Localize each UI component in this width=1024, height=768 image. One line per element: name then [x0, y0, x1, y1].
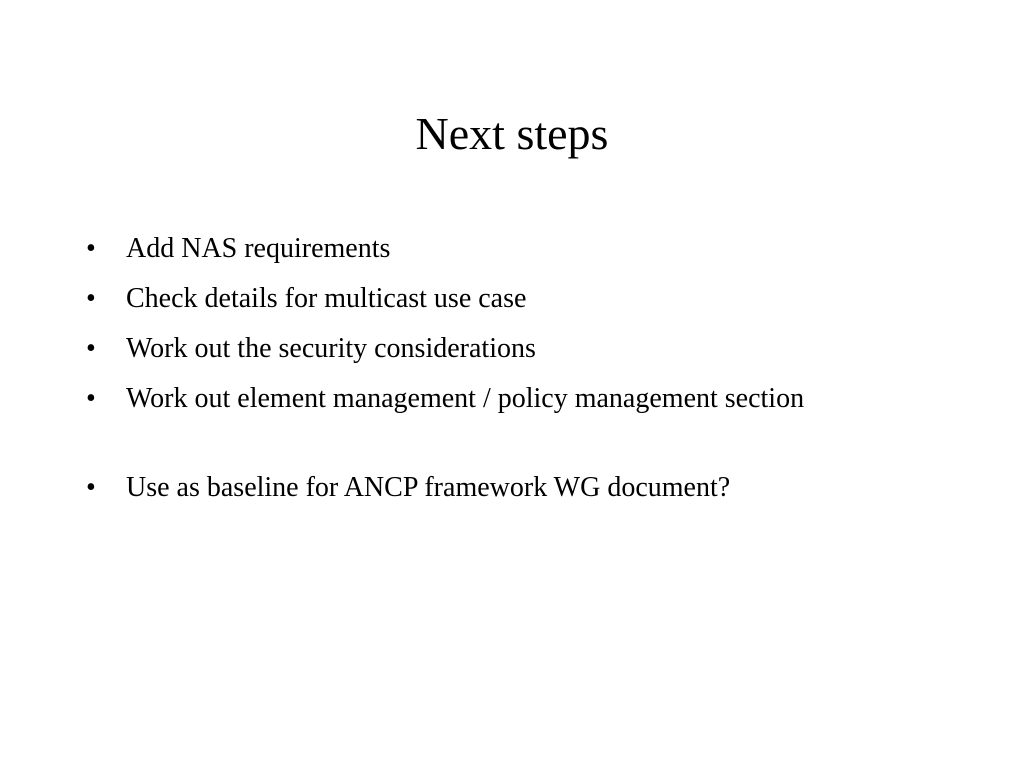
bullet-text: Work out the security considerations	[126, 333, 536, 364]
bullet-item	[86, 279, 926, 319]
bullet-icon: •	[86, 333, 96, 364]
bullet-item	[86, 229, 926, 269]
bullet-item	[86, 329, 926, 369]
bullet-text: Use as baseline for ANCP framework WG document?	[126, 472, 731, 503]
bullet-icon: •	[86, 472, 96, 503]
bullet-text: Check details for multicast use case	[126, 283, 527, 314]
bullet-item	[86, 468, 926, 508]
bullet-icon: •	[86, 233, 96, 264]
bullet-text: Work out element management / policy management section	[126, 383, 805, 414]
slide-title: Next steps	[415, 108, 609, 159]
bullet-icon: •	[86, 283, 96, 314]
bullet-text: Add NAS requirements	[126, 233, 391, 264]
bullet-icon: •	[86, 383, 96, 414]
bullet-item	[86, 379, 926, 419]
bullet-list	[86, 229, 926, 518]
